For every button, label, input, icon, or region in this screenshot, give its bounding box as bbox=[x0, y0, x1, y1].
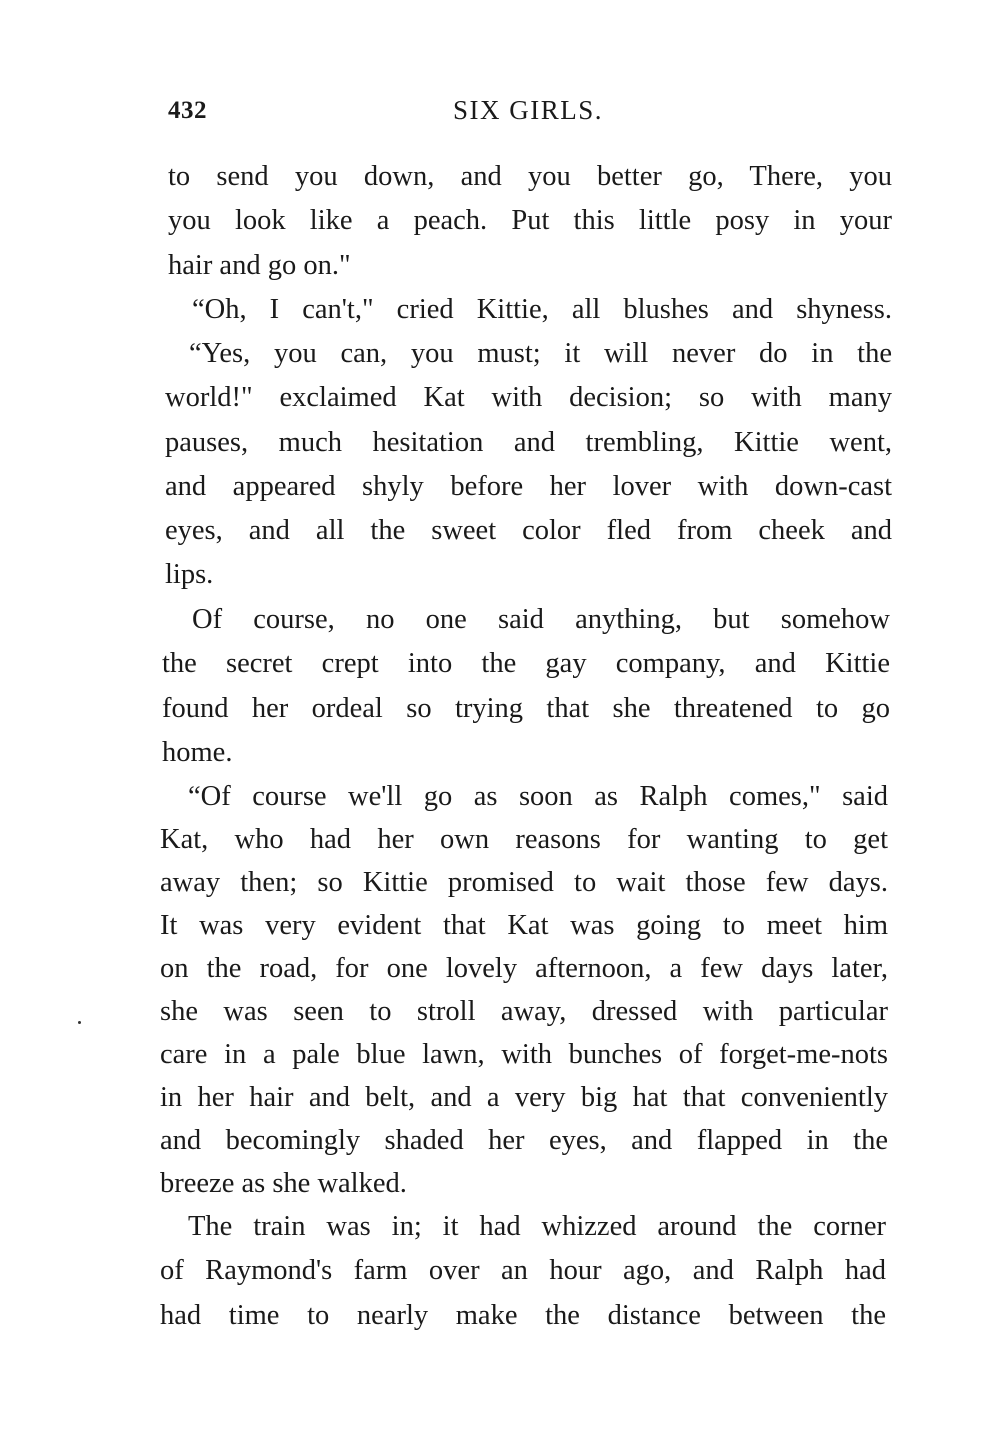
text-line: on the road, for one lovely afternoon, a few days later, bbox=[160, 953, 888, 984]
paragraph-5 bbox=[160, 775, 888, 1205]
text-line: “Oh, I can't," cried Kittie, all blushes and shyness. bbox=[192, 294, 892, 325]
text-line: to send you down, and you better go, There, you bbox=[168, 161, 892, 192]
text-line: world!" exclaimed Kat with decision; so with many bbox=[165, 382, 892, 414]
paragraph-1 bbox=[168, 155, 892, 288]
text-line: Of course, no one said anything, but somehow bbox=[192, 604, 890, 635]
running-title: SIX GIRLS. bbox=[452, 95, 603, 125]
text-line: away then; so Kittie promised to wait those few days. bbox=[160, 867, 888, 898]
text-line: eyes, and all the sweet color fled from cheek and bbox=[165, 515, 892, 547]
text-line: hair and go on." bbox=[168, 249, 351, 281]
text-line: she was seen to stroll away, dressed with particular bbox=[160, 996, 888, 1027]
text-line: home. bbox=[162, 736, 233, 768]
text-line: found her ordeal so trying that she threatened to go bbox=[162, 692, 890, 724]
text-line: and becomingly shaded her eyes, and flapped in the bbox=[160, 1125, 888, 1156]
text-line: Kat, who had her own reasons for wanting to get bbox=[160, 824, 888, 855]
text-line: the secret crept into the gay company, and Kittie bbox=[162, 648, 890, 680]
text-line: pauses, much hesitation and trembling, Kittie went, bbox=[165, 426, 892, 458]
text-line: The train was in; it had whizzed around the corner bbox=[188, 1211, 886, 1242]
text-line: care in a pale blue lawn, with bunches of forget-me-nots bbox=[160, 1039, 888, 1070]
text-line: “Yes, you can, you must; it will never do in the bbox=[189, 338, 892, 369]
text-line: lips. bbox=[165, 559, 214, 591]
text-line: had time to nearly make the distance between the bbox=[160, 1299, 886, 1331]
page-number: 432 bbox=[168, 97, 207, 124]
text-line: of Raymond's farm over an hour ago, and Ralph had bbox=[160, 1255, 886, 1287]
text-line: and appeared shyly before her lover with down-cast bbox=[165, 470, 892, 502]
text-line: “Of course we'll go as soon as Ralph comes," said bbox=[188, 781, 888, 812]
paragraph-6 bbox=[160, 1205, 886, 1338]
paragraph-2 bbox=[168, 288, 892, 332]
text-line: breeze as she walked. bbox=[160, 1168, 407, 1199]
paragraph-3 bbox=[165, 332, 892, 598]
text-line: you look like a peach. Put this little posy in your bbox=[168, 205, 892, 237]
stray-mark bbox=[78, 1021, 81, 1024]
text-line: It was very evident that Kat was going to meet him bbox=[160, 910, 888, 941]
paragraph-4 bbox=[162, 598, 890, 775]
text-line: in her hair and belt, and a very big hat that conveniently bbox=[160, 1082, 888, 1113]
